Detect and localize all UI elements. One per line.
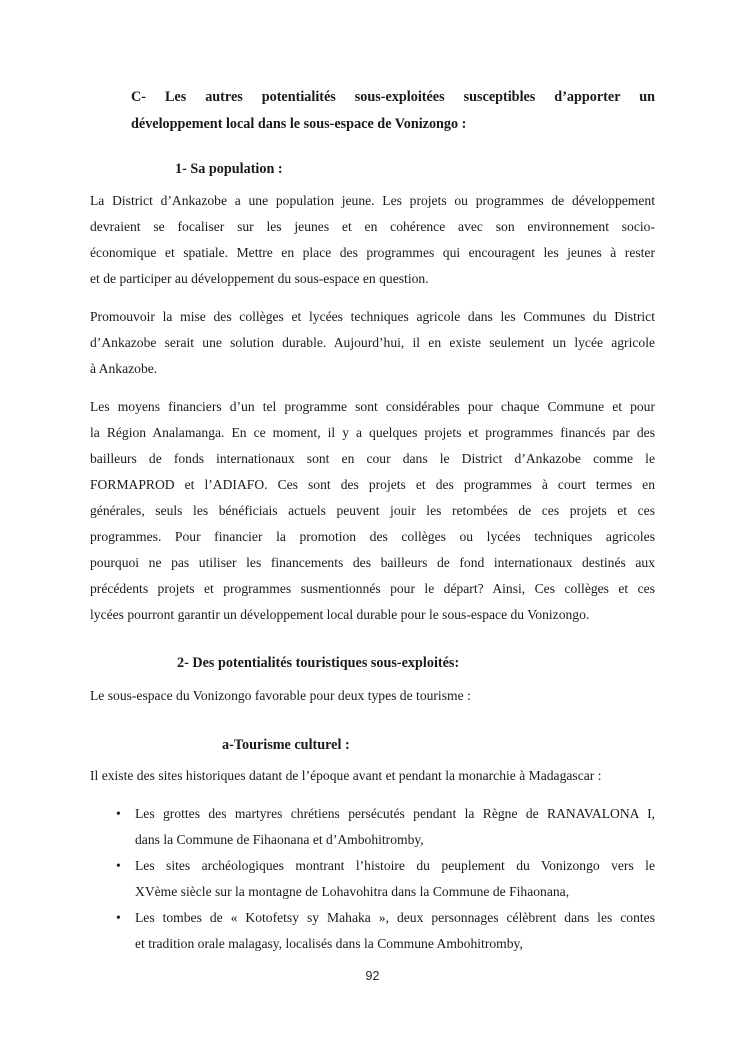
text-line: pourquoi ne pas utiliser les financements des bailleurs de fond internationaux destinés aux	[90, 555, 655, 570]
text-line: FORMAPROD et l’ADIAFO. Ces sont des projets et des programmes à court termes en	[90, 477, 655, 492]
paragraph-population-3	[90, 394, 655, 628]
main-heading	[131, 84, 655, 138]
section-heading-tourism: 2- Des potentialités touristiques sous-exploités:	[177, 655, 460, 671]
text-line: C- Les autres potentialités sous-exploitées susceptibles d’apporter un	[131, 89, 655, 105]
list-item	[90, 905, 655, 957]
bullet-icon: •	[116, 910, 121, 925]
text-line: développement local dans le sous-espace de Vonizongo :	[131, 116, 467, 132]
text-line: précédents projets et programmes susmentionnés pour le départ? Ainsi, Ces collèges et ces	[90, 581, 655, 596]
text-line: programmes. Pour financier la promotion des collèges ou lycées techniques agricoles	[90, 529, 655, 544]
paragraph-tourism-intro: Le sous-espace du Vonizongo favorable pour deux types de tourisme :	[90, 688, 471, 703]
text-line: La District d’Ankazobe a une population jeune. Les projets ou programmes de développement	[90, 193, 655, 208]
text-line: et de participer au développement du sous-espace en question.	[90, 271, 429, 286]
text-line: bailleurs de fonds internationaux sont en cour dans le District d’Ankazobe comme le	[90, 451, 655, 466]
text-line: et tradition orale malagasy, localisés dans la Commune Ambohitromby,	[135, 936, 523, 951]
text-line: Promouvoir la mise des collèges et lycées techniques agricole dans les Communes du District	[90, 309, 655, 324]
paragraph-sites-intro: Il existe des sites historiques datant de l’époque avant et pendant la monarchie à Madagascar :	[90, 768, 602, 783]
bullet-icon: •	[116, 806, 121, 821]
text-line: lycées pourront garantir un développement local durable pour le sous-espace du Vonizongo.	[90, 607, 590, 622]
text-line: devraient se focaliser sur les jeunes et en cohérence avec son environnement socio-	[90, 219, 655, 234]
paragraph-population-1	[90, 188, 655, 292]
list-item	[90, 853, 655, 905]
list-item-text	[135, 853, 655, 905]
text-line: Les sites archéologiques montrant l’histoire du peuplement du Vonizongo vers le	[135, 858, 655, 873]
text-line: Les tombes de « Kotofetsy sy Mahaka », deux personnages célèbrent dans les contes	[135, 910, 655, 925]
bullet-icon: •	[116, 858, 121, 873]
text-line: d’Ankazobe serait une solution durable. Aujourd’hui, il en existe seulement un lycée agricole	[90, 335, 655, 350]
text-line: économique et spatiale. Mettre en place des programmes qui encouragent les jeunes à rester	[90, 245, 655, 260]
list-item	[90, 801, 655, 853]
paragraph-population-2	[90, 304, 655, 382]
list-item-text	[135, 801, 655, 853]
text-line: à Ankazobe.	[90, 361, 158, 376]
text-line: Les moyens financiers d’un tel programme sont considérables pour chaque Commune et pour	[90, 399, 655, 414]
page-number: 92	[365, 969, 380, 983]
text-line: Les grottes des martyres chrétiens persécutés pendant la Règne de RANAVALONA I,	[135, 806, 655, 821]
text-line: générales, seuls les bénéficiais actuels peuvent jouir les retombées de ces projets et ces	[90, 503, 655, 518]
text-line: dans la Commune de Fihaonana et d’Ambohitromby,	[135, 832, 424, 847]
historic-sites-list	[90, 801, 655, 957]
text-line: la Région Analamanga. En ce moment, il y a quelques projets et programmes financés par des	[90, 425, 655, 440]
list-item-text	[135, 905, 655, 957]
text-line: XVème siècle sur la montagne de Lohavohitra dans la Commune de Fihaonana,	[135, 884, 570, 899]
section-heading-cultural-tourism: a-Tourisme culturel :	[222, 737, 350, 753]
section-heading-population: 1- Sa population :	[175, 161, 283, 177]
